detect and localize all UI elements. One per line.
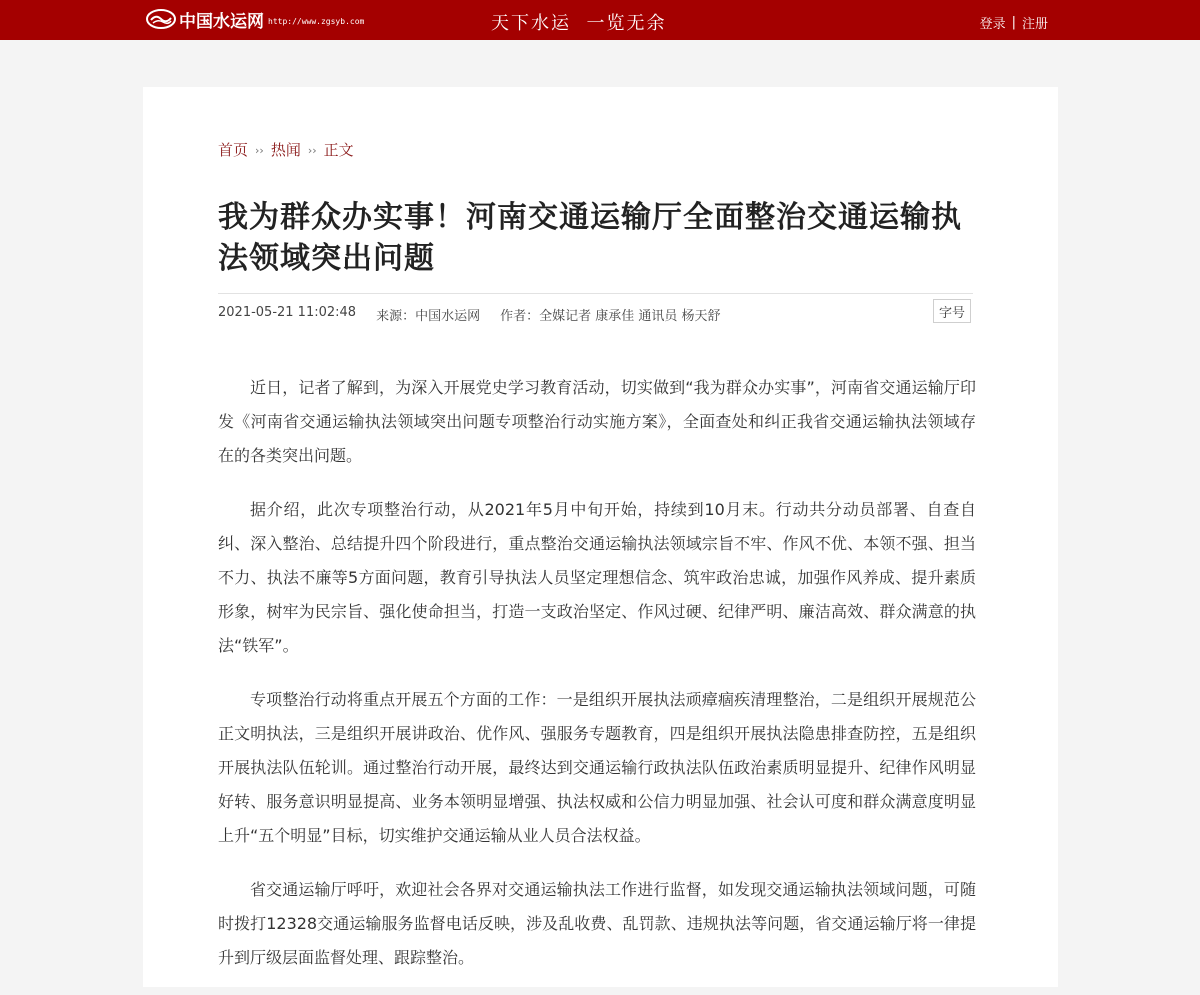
article-paragraph: 省交通运输厅呼吁，欢迎社会各界对交通运输执法工作进行监督，如发现交通运输执法领域问题，可随时拨打12328交通运输服务监督电话反映，涉及乱收费、乱罚款、违规执法等问题，省交通运输厅将一律提升到厅级层面监督处理、跟踪整治。: [218, 880, 976, 967]
logo-text: 中国水运网: [179, 11, 264, 32]
font-size-button[interactable]: 字号: [933, 299, 971, 323]
breadcrumb-home[interactable]: 首页: [218, 141, 249, 159]
breadcrumb-current[interactable]: 正文: [323, 141, 354, 159]
site-slogan: 天下水运 一览无余: [491, 13, 667, 34]
logo-emblem-icon: [146, 8, 176, 30]
auth-separator: |: [1011, 15, 1016, 30]
breadcrumb-arrow-icon: ››: [307, 144, 317, 157]
auth-links: [980, 13, 1048, 32]
breadcrumb-section[interactable]: 热闻: [270, 141, 301, 159]
article-title: 我为群众办实事！河南交通运输厅全面整治交通运输执法领域突出问题: [218, 200, 962, 276]
breadcrumb: [218, 139, 354, 160]
breadcrumb-arrow-icon: ››: [255, 144, 264, 157]
login-link[interactable]: 登录: [979, 17, 1006, 32]
article-source: 来源：中国水运网: [376, 309, 481, 324]
article-author: 作者：全媒记者 康承佳 通讯员 杨天舒: [500, 309, 721, 324]
register-link[interactable]: 注册: [1021, 17, 1048, 32]
article-paragraph: 专项整治行动将重点开展五个方面的工作：一是组织开展执法顽瘴痼疾清理整治，二是组织开展规范公正文明执法，三是组织开展讲政治、优作风、强服务专题教育，四是组织开展执法隐患排查防控，五是组织开展执法队伍轮训。通过整治行动开展，最终达到交通运输行政执法队伍政治素质明显提升、纪律作风明显好转、服务意识明显提高、业务本领明显增强、执法权威和公信力明显加强、社会认可度和群众满意度明显上升“五个明显”目标，切实维护交通运输从业人员合法权益。: [218, 690, 976, 845]
logo-url: http://www.zgsyb.com: [268, 16, 365, 26]
meta-divider: [218, 293, 973, 294]
article-card: [143, 87, 1058, 987]
article-paragraph: 近日，记者了解到，为深入开展党史学习教育活动，切实做到“我为群众办实事”，河南省交通运输厅印发《河南省交通运输执法领域突出问题专项整治行动实施方案》，全面查处和纠正我省交通运输执法领域存在的各类突出问题。: [218, 378, 976, 465]
site-logo[interactable]: [146, 6, 364, 32]
publish-date: 2021-05-21 11:02:48: [218, 305, 357, 320]
article-paragraph: 据介绍，此次专项整治行动，从2021年5月中旬开始，持续到10月末。行动共分动员部署、自查自纠、深入整治、总结提升四个阶段进行，重点整治交通运输执法领域宗旨不牢、作风不优、本领不强、担当不力、执法不廉等5方面问题，教育引导执法人员坚定理想信念、筑牢政治忠诚，加强作风养成、提升素质形象，树牢为民宗旨、强化使命担当，打造一支政治坚定、作风过硬、纪律严明、廉洁高效、群众满意的执法“铁军”。: [218, 500, 976, 655]
article-body: [218, 371, 976, 995]
article-meta: [218, 305, 741, 324]
top-header-bar: [0, 0, 1200, 40]
